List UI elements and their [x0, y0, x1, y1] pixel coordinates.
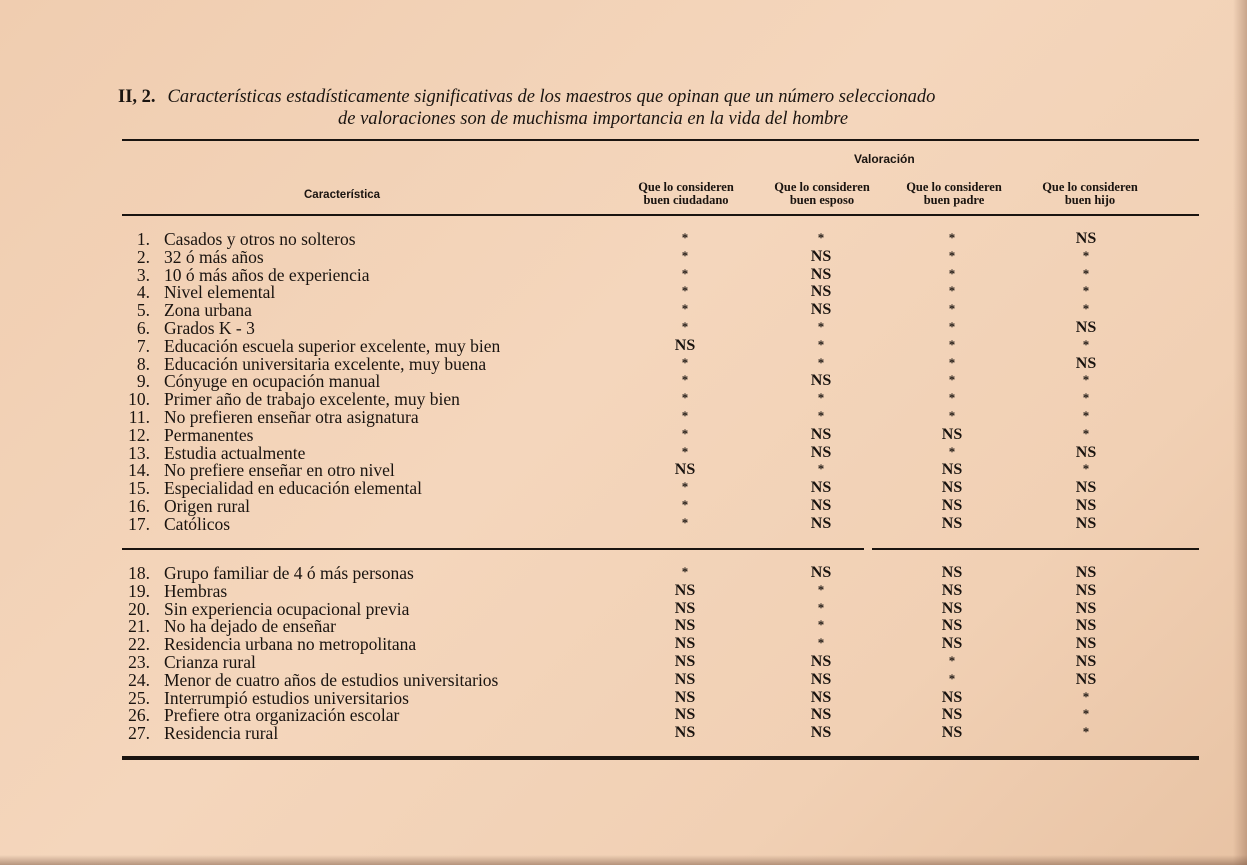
table-row: [110, 248, 1210, 266]
valoracion-header: Valoración: [854, 152, 915, 166]
significance-cell: *: [1082, 283, 1090, 299]
title-line-1: Características estadísticamente significativas de los maestros que opinan que un número seleccionado: [167, 87, 936, 107]
row-characteristic: Prefiere otra organización escolar: [164, 705, 400, 726]
significance-cell: NS: [810, 283, 832, 301]
page-edge-shadow-bottom: [0, 855, 1247, 865]
significance-cell: NS: [810, 265, 832, 283]
significance-cell: NS: [941, 724, 963, 742]
table-row: [110, 564, 1210, 582]
significance-cell: *: [681, 425, 689, 441]
significance-cell: *: [681, 497, 689, 512]
row-number: 6.: [136, 318, 150, 338]
table-row: [110, 319, 1210, 337]
significance-cell: NS: [1075, 599, 1097, 617]
row-number: 25.: [128, 687, 150, 708]
row-number: 11.: [128, 407, 150, 427]
row-number: 18.: [128, 563, 150, 583]
significance-cell: *: [681, 408, 689, 423]
row-characteristic: Especialidad en educación elemental: [164, 478, 422, 499]
row-number: 15.: [128, 478, 150, 499]
row-number: 14.: [128, 460, 150, 481]
header-rule: [122, 214, 1199, 216]
significance-cell: *: [948, 247, 956, 263]
significance-cell: NS: [810, 514, 832, 532]
significance-cell: NS: [810, 479, 832, 497]
significance-cell: *: [1082, 301, 1090, 317]
significance-cell: *: [817, 336, 825, 352]
row-characteristic: Menor de cuatro años de estudios universitarios: [164, 669, 499, 690]
significance-cell: NS: [1075, 635, 1097, 653]
table-row: [110, 653, 1210, 671]
row-characteristic: Crianza rural: [164, 652, 256, 672]
significance-cell: NS: [1075, 581, 1097, 599]
row-number: 10.: [128, 389, 150, 410]
significance-cell: NS: [674, 599, 696, 617]
significance-cell: *: [817, 230, 825, 245]
significance-cell: *: [948, 265, 956, 281]
significance-cell: NS: [941, 635, 963, 653]
significance-cell: NS: [941, 706, 963, 724]
row-characteristic: Interrumpió estudios universitarios: [164, 687, 409, 708]
column-header-ciudadano: Que lo consideren buen ciudadano: [638, 180, 734, 207]
significance-cell: NS: [674, 617, 696, 635]
significance-cell: *: [817, 581, 825, 597]
row-characteristic: 10 ó más años de experiencia: [164, 264, 370, 285]
row-number: 26.: [128, 705, 150, 726]
significance-cell: *: [1082, 372, 1090, 388]
row-number: 17.: [128, 513, 150, 534]
significance-cell: *: [681, 301, 689, 317]
row-number: 2.: [136, 246, 150, 267]
row-characteristic: Católicos: [164, 513, 231, 534]
significance-cell: NS: [810, 301, 832, 319]
group-divider-rule-right: [872, 548, 1199, 550]
significance-cell: NS: [1075, 514, 1097, 532]
significance-cell: *: [948, 230, 956, 245]
caracteristica-header: Característica: [304, 189, 381, 201]
significance-cell: *: [1082, 688, 1090, 704]
table-row: [110, 724, 1210, 742]
significance-cell: NS: [941, 617, 963, 635]
table-number: II, 2.: [118, 87, 156, 107]
significance-cell: *: [1082, 336, 1090, 352]
significance-cell: *: [681, 390, 689, 406]
row-characteristic: Educación escuela superior excelente, muy bien: [164, 335, 501, 356]
significance-cell: *: [948, 408, 956, 423]
significance-cell: NS: [1075, 230, 1097, 247]
table-row: [110, 479, 1210, 497]
table-row: [110, 515, 1210, 533]
significance-cell: NS: [1075, 653, 1097, 670]
significance-cell: *: [817, 461, 825, 477]
significance-cell: NS: [674, 336, 696, 354]
significance-cell: *: [1082, 461, 1090, 477]
table-row: [110, 635, 1210, 653]
significance-cell: *: [948, 319, 956, 334]
row-number: 23.: [128, 652, 150, 672]
table-row: [110, 266, 1210, 284]
table-row: [110, 689, 1210, 707]
significance-cell: NS: [1075, 564, 1097, 581]
row-characteristic: Cónyuge en ocupación manual: [164, 371, 381, 392]
significance-cell: NS: [941, 479, 963, 497]
significance-cell: *: [817, 408, 825, 423]
significance-cell: NS: [810, 372, 832, 390]
row-characteristic: No prefieren enseñar otra asignatura: [164, 407, 419, 427]
significance-cell: NS: [1075, 479, 1097, 497]
significance-cell: NS: [941, 425, 963, 443]
table-row: [110, 230, 1210, 248]
table-row: [110, 461, 1210, 479]
significance-cell: *: [948, 670, 956, 686]
row-characteristic: Grados K - 3: [164, 318, 255, 338]
row-characteristic: Zona urbana: [164, 300, 252, 321]
table-row: [110, 355, 1210, 373]
significance-cell: *: [1082, 408, 1090, 423]
significance-cell: *: [681, 372, 689, 388]
row-characteristic: Sin experiencia ocupacional previa: [164, 598, 410, 619]
significance-cell: *: [681, 283, 689, 299]
significance-cell: NS: [941, 688, 963, 706]
row-characteristic: Origen rural: [164, 496, 251, 516]
row-number: 19.: [128, 580, 150, 601]
significance-cell: *: [817, 319, 825, 334]
significance-cell: *: [681, 443, 689, 459]
row-number: 21.: [128, 616, 150, 637]
table-row: [110, 426, 1210, 444]
table-row: [110, 408, 1210, 426]
row-number: 27.: [128, 723, 150, 744]
significance-cell: NS: [674, 688, 696, 706]
significance-cell: *: [681, 354, 689, 370]
significance-cell: NS: [810, 443, 832, 461]
row-number: 24.: [128, 669, 150, 690]
significance-cell: *: [817, 354, 825, 370]
row-characteristic: Nivel elemental: [164, 282, 276, 303]
row-number: 5.: [136, 300, 150, 321]
significance-cell: *: [948, 443, 956, 459]
significance-cell: *: [817, 390, 825, 406]
row-number: 3.: [136, 264, 150, 285]
row-number: 7.: [136, 335, 150, 356]
column-header-esposo: Que lo consideren buen esposo: [774, 180, 870, 207]
significance-cell: *: [1082, 425, 1090, 441]
table-row: [110, 582, 1210, 600]
row-characteristic: Estudia actualmente: [164, 442, 306, 463]
significance-cell: NS: [810, 564, 832, 581]
table-row: [110, 617, 1210, 635]
significance-cell: NS: [810, 247, 832, 265]
significance-cell: *: [681, 319, 689, 334]
column-header-hijo: Que lo consideren buen hijo: [1042, 180, 1138, 207]
significance-cell: NS: [1075, 319, 1097, 336]
significance-cell: *: [948, 390, 956, 406]
table-row: [110, 390, 1210, 408]
significance-cell: *: [681, 230, 689, 245]
significance-cell: NS: [674, 635, 696, 653]
significance-cell: *: [948, 653, 956, 668]
row-characteristic: Grupo familiar de 4 ó más personas: [164, 563, 414, 583]
row-number: 4.: [136, 282, 150, 303]
significance-cell: NS: [941, 514, 963, 532]
table-row: [110, 671, 1210, 689]
row-characteristic: 32 ó más años: [164, 246, 264, 267]
row-characteristic: Residencia urbana no metropolitana: [164, 634, 417, 655]
significance-cell: *: [681, 247, 689, 263]
significance-cell: NS: [674, 670, 696, 688]
significance-cell: NS: [1075, 497, 1097, 514]
significance-cell: NS: [674, 581, 696, 599]
page-edge-shadow-right: [1233, 0, 1247, 865]
significance-cell: *: [681, 265, 689, 281]
significance-cell: *: [948, 336, 956, 352]
row-number: 16.: [128, 496, 150, 516]
row-number: 1.: [136, 229, 150, 249]
table-row: [110, 337, 1210, 355]
row-characteristic: No ha dejado de enseñar: [164, 616, 337, 637]
table-row: [110, 706, 1210, 724]
significance-cell: NS: [941, 497, 963, 514]
table-row: [110, 283, 1210, 301]
significance-cell: *: [817, 635, 825, 651]
row-number: 9.: [136, 371, 150, 392]
significance-cell: NS: [1075, 354, 1097, 372]
significance-cell: *: [817, 617, 825, 633]
significance-cell: NS: [810, 670, 832, 688]
table-bottom-rule: [122, 756, 1199, 760]
table-row: [110, 497, 1210, 515]
row-characteristic: Primer año de trabajo excelente, muy bien: [164, 389, 460, 410]
significance-cell: NS: [674, 653, 696, 670]
row-number: 20.: [128, 598, 150, 619]
row-characteristic: Hembras: [164, 580, 228, 601]
significance-cell: *: [1082, 265, 1090, 281]
significance-cell: NS: [674, 706, 696, 724]
row-characteristic: No prefiere enseñar en otro nivel: [164, 460, 395, 481]
significance-cell: *: [817, 599, 825, 615]
significance-cell: *: [1082, 390, 1090, 406]
table-row: [110, 372, 1210, 390]
significance-cell: NS: [674, 461, 696, 479]
significance-cell: NS: [810, 688, 832, 706]
column-header-padre: Que lo consideren buen padre: [906, 180, 1002, 207]
table-title: [118, 86, 1208, 130]
significance-cell: NS: [1075, 617, 1097, 635]
row-characteristic: Permanentes: [164, 424, 254, 445]
significance-cell: NS: [941, 581, 963, 599]
group-divider-rule: [122, 548, 864, 550]
significance-cell: *: [1082, 706, 1090, 722]
significance-cell: *: [948, 283, 956, 299]
row-number: 12.: [128, 424, 150, 445]
significance-cell: NS: [941, 599, 963, 617]
significance-cell: NS: [1075, 443, 1097, 461]
significance-cell: NS: [941, 461, 963, 479]
significance-cell: NS: [810, 706, 832, 724]
row-characteristic: Casados y otros no solteros: [164, 229, 356, 249]
table-top-rule: [122, 139, 1199, 141]
significance-cell: *: [1082, 247, 1090, 263]
significance-cell: *: [681, 564, 689, 579]
significance-cell: *: [948, 372, 956, 388]
significance-cell: *: [948, 301, 956, 317]
row-characteristic: Educación universitaria excelente, muy buena: [164, 353, 487, 374]
row-number: 13.: [128, 442, 150, 463]
significance-cell: NS: [1075, 670, 1097, 688]
significance-cell: *: [681, 479, 689, 495]
table-row: [110, 600, 1210, 618]
row-characteristic: Residencia rural: [164, 723, 279, 744]
significance-cell: NS: [810, 497, 832, 514]
significance-cell: *: [948, 354, 956, 370]
significance-cell: NS: [810, 425, 832, 443]
row-number: 22.: [128, 634, 150, 655]
significance-cell: NS: [810, 724, 832, 742]
table-row: [110, 444, 1210, 462]
significance-cell: *: [1082, 724, 1090, 740]
significance-cell: NS: [674, 724, 696, 742]
significance-cell: NS: [810, 653, 832, 670]
significance-cell: *: [681, 514, 689, 530]
table-row: [110, 301, 1210, 319]
row-number: 8.: [136, 353, 150, 374]
significance-cell: NS: [941, 564, 963, 581]
title-line-2: de valoraciones son de muchisma importancia en la vida del hombre: [338, 109, 849, 129]
